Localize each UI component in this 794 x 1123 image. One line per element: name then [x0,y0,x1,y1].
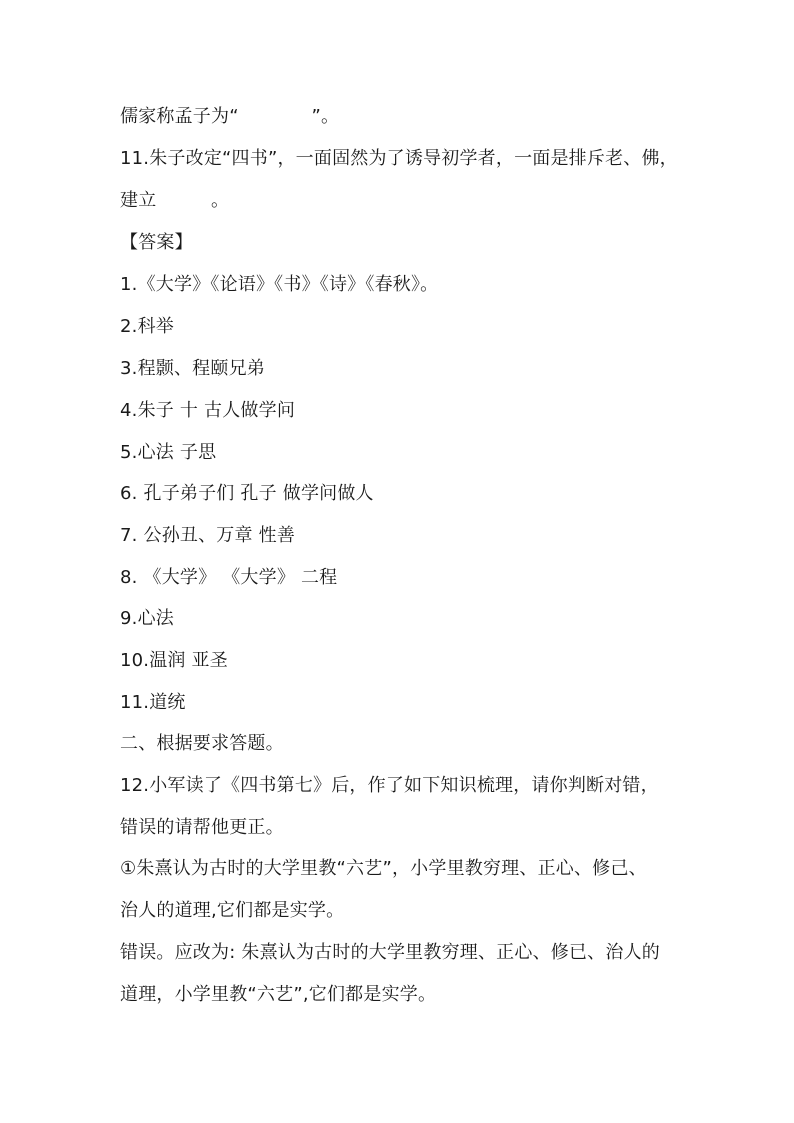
item-1-line-2: 治人的道理,它们都是实学。 [120,900,345,921]
answer-2: 2.科举 [120,316,174,337]
item-1-correction-line-2: 道理，小学里教“六艺”,它们都是实学。 [120,984,437,1005]
question-12-line-2: 错误的请帮他更正。 [120,817,284,838]
answer-7: 7. 公孙丑、万章 性善 [120,525,296,546]
answer-heading: 【答案】 [120,232,193,253]
question-10-continuation: 儒家称孟子为“ ”。 [120,106,340,127]
answer-10: 10.温润 亚圣 [120,650,228,671]
answer-8: 8. 《大学》 《大学》 二程 [120,567,338,588]
answer-11: 11.道统 [120,692,186,713]
answer-9: 9.心法 [120,608,174,629]
answer-1: 1.《大学》《论语》《书》《诗》《春秋》。 [120,274,439,295]
question-11-line-2: 建立 。 [120,190,230,211]
question-11-line-1: 11.朱子改定“四书”，一面固然为了诱导初学者，一面是排斥老、佛， [120,148,678,169]
answer-5: 5.心法 子思 [120,442,217,463]
item-1-correction-line-1: 错误。应改为: 朱熹认为古时的大学里教穷理、正心、修已、治人的 [120,942,660,963]
question-12-line-1: 12.小军读了《四书第七》后，作了如下知识梳理，请你判断对错， [120,775,659,796]
section-2-heading: 二、根据要求答题。 [120,733,284,754]
answer-6: 6. 孔子弟子们 孔子 做学问做人 [120,483,374,504]
answer-3: 3.程颢、程颐兄弟 [120,358,265,379]
answer-4: 4.朱子 十 古人做学问 [120,400,296,421]
item-1-line-1: ①朱熹认为古时的大学里教“六艺”，小学里教穷理、正心、修己、 [120,858,647,879]
